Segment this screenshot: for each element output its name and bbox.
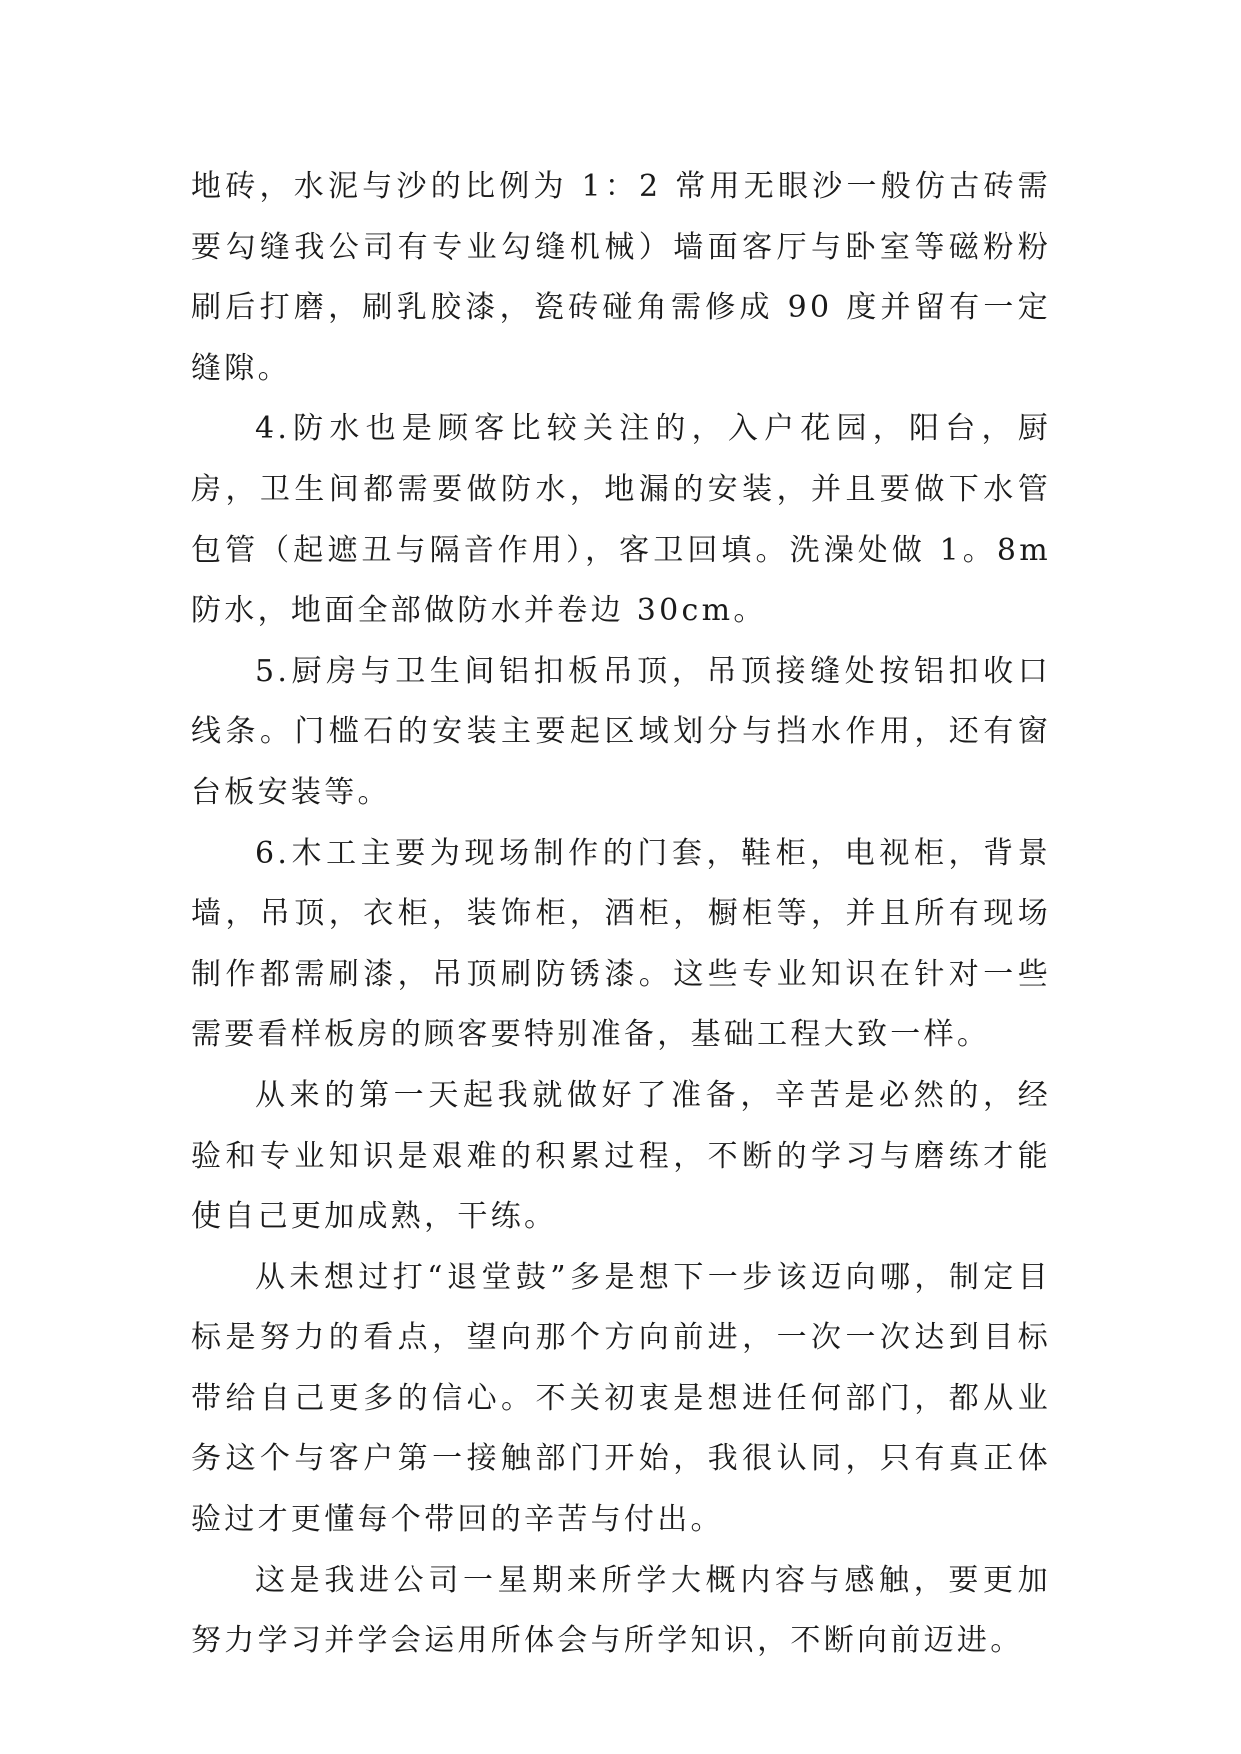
paragraph-2: 4.防水也是顾客比较关注的，入户花园，阳台，厨房，卫生间都需要做防水，地漏的安装，并且要做下水管包管（起遮丑与隔音作用），客卫回填。洗澡处做 1。8m 防水，地面全部做防水并卷边 30cm。 — [191, 411, 1051, 629]
paragraph-1: 地砖，水泥与沙的比例为 1：2 常用无眼沙一般仿古砖需要勾缝我公司有专业勾缝机械）墙面客厅与卧室等磁粉粉刷后打磨，刷乳胶漆，瓷砖碰角需修成 90 度并留有一定缝隙。 — [191, 169, 1051, 386]
paragraph-7: 这是我进公司一星期来所学大概内容与感触，要更加努力学习并学会运用所体会与所学知识，不断向前迈进。 — [191, 1562, 1051, 1659]
paragraph-6: 从未想过打“退堂鼓”多是想下一步该迈向哪，制定目标是努力的看点，望向那个方向前进，一次一次达到目标带给自己更多的信心。不关初衷是想进任何部门，都从业务这个与客户第一接触部门开始，我很认同，只有真正体验过才更懂每个带回的辛苦与付出。 — [191, 1259, 1051, 1538]
paragraph-3: 5.厨房与卫生间铝扣板吊顶，吊顶接缝处按铝扣收口线条。门槛石的安装主要起区域划分与挡水作用，还有窗台板安装等。 — [191, 653, 1051, 810]
document-body — [191, 157, 1051, 1672]
paragraph-4: 6.木工主要为现场制作的门套，鞋柜，电视柜，背景墙，吊顶，衣柜，装饰柜，酒柜，橱柜等，并且所有现场制作都需刷漆，吊顶刷防锈漆。这些专业知识在针对一些需要看样板房的顾客要特别准备，基础工程大致一样。 — [191, 835, 1051, 1053]
paragraph-5: 从来的第一天起我就做好了准备，辛苦是必然的，经验和专业知识是艰难的积累过程，不断的学习与磨练才能使自己更加成熟，干练。 — [191, 1077, 1051, 1235]
